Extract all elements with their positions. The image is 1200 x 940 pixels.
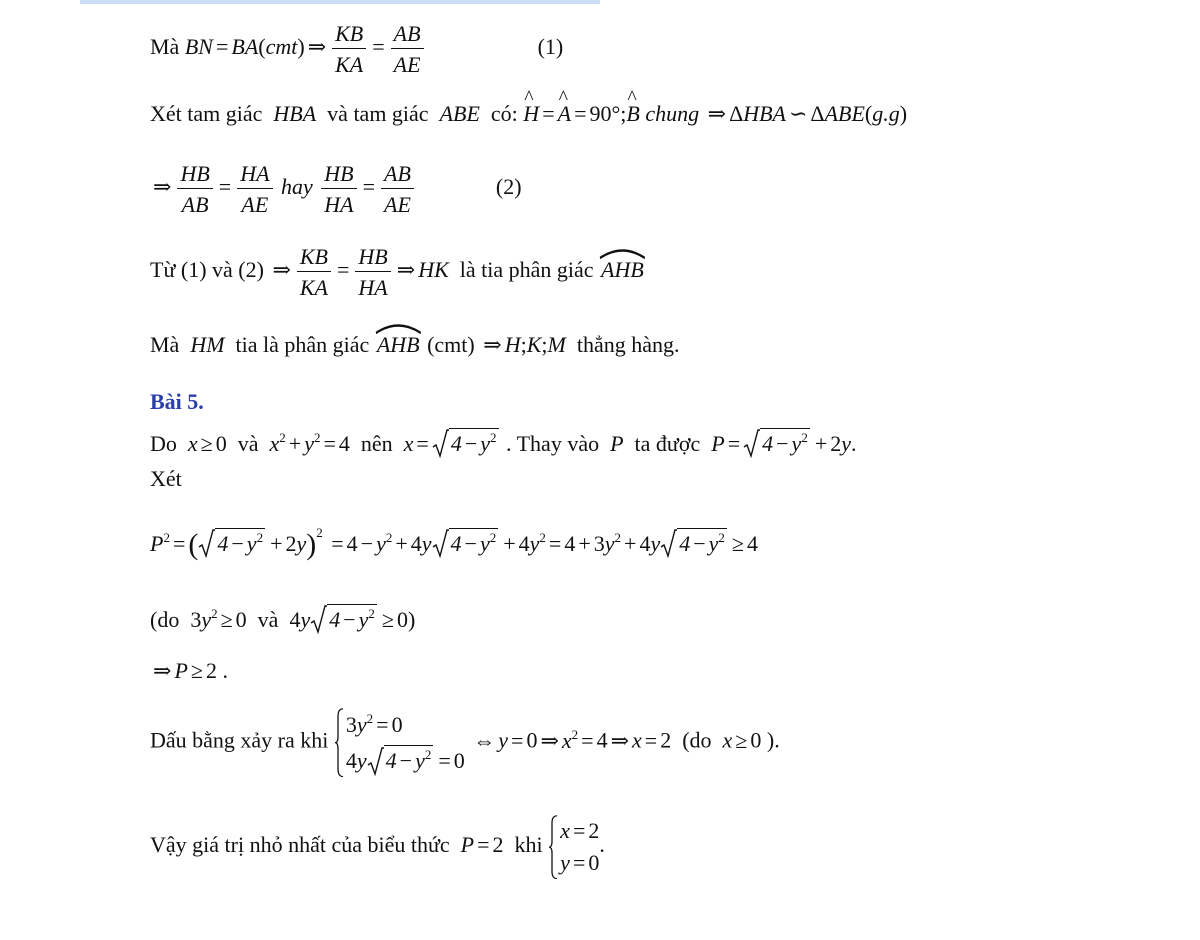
text-khi: khi: [514, 832, 543, 858]
header-strip: [80, 0, 600, 4]
line-3: ⇒ $\frac{HB}{AB}$ = $\frac{HA}{AE}$ hay $\frac{HB}{HA}$ = $\frac{AB}{AE}$ (2): [153, 161, 522, 218]
text-tu-12: Từ (1) và (2): [150, 257, 264, 283]
text-thang-hang: thẳng hàng.: [576, 332, 680, 357]
text-co: có:: [490, 101, 518, 126]
line-do-condition: (do $3y^2 \ge 0$ và 4y $4 - y^2 \ge 0$): [150, 606, 416, 632]
text-vay: Vậy giá trị nhỏ nhất của biểu thức: [150, 832, 450, 858]
line-do: Do x ≥ 0 và $x^2 + y^2 = 4$ nên x = $4 - y^2$ . Thay vào P ta được P = $4 - y^2 + 2y$.: [150, 430, 857, 456]
text-do-paren: (do: [682, 727, 712, 753]
text-tia-la-phan-giac: tia là phân giác: [235, 332, 370, 357]
line-4: Từ (1) và (2) ⇒ $\frac{KB}{KA}$ = $\frac{HB}{HA}$ ⇒ HK là tia phân giác AHB: [150, 244, 644, 301]
equation-label-1: (1): [537, 34, 564, 60]
text-nen: nên: [360, 431, 393, 456]
line-1: Mà BN = BA(cmt) ⇒ $\frac{KB}{KA}$ = $\frac{AB}{AE}$ (1): [150, 21, 564, 78]
equation-system-2: x = 2 y = 0: [548, 815, 599, 879]
line-dau-bang: Dấu bằng xảy ra khi $3y^2 = 0$ 4y $4 - y^2 = 0$ ⇔ y = 0 ⇒ $x^2 = 4$ ⇒ x = 2 (do x ≥ 0 ).: [150, 708, 780, 777]
text-tam-giac: tam giác: [353, 101, 429, 126]
text-va-2: và: [237, 431, 259, 456]
word-ma-2: Mà: [150, 332, 180, 357]
equation-label-2: (2): [495, 174, 522, 200]
text-thay-vao: . Thay vào: [506, 431, 600, 456]
text-la-tia-phan-giac: là tia phân giác: [459, 257, 594, 283]
text-va-3: và: [257, 607, 279, 632]
line-2: Xét tam giác HBA và tam giác ABE có: ^ H =^ A = 90°;^ B chung ⇒ ΔHBA ∽ ΔABE(g.g): [150, 103, 907, 125]
text-do-open: (do: [150, 607, 180, 632]
line-5: Mà HM tia là phân giác AHB (cmt) ⇒ H;K;M thẳng hàng.: [150, 334, 680, 356]
text-hay: hay: [281, 174, 313, 200]
text-va: và: [327, 101, 348, 126]
text-do: Do: [150, 431, 177, 456]
text-chung: chung: [645, 101, 700, 126]
text-ta-duoc: ta được: [634, 431, 701, 456]
text-dau-bang: Dấu bằng xảy ra khi: [150, 727, 329, 753]
line-p-squared: $P^2$ = ( $4 - y^2 + 2y)^2 = 4 - y^2 + 4y$ $4 - y^2 + 4y^2 = 4 + 3y^2 + 4y$ $4 - y^2 \ge 4$: [150, 525, 758, 561]
word-ma: Mà: [150, 34, 180, 60]
text-xet: Xét: [150, 466, 182, 491]
text-cmt: (cmt): [427, 332, 475, 357]
line-p-ge-2: ⇒ P ≥ 2 .: [153, 658, 228, 683]
line-vay: Vậy giá trị nhỏ nhất của biểu thức P = 2 khi x = 2 y = 0 .: [150, 815, 605, 879]
text-xet-tam-giac: Xét tam giác: [150, 101, 263, 126]
section-title-bai-5: Bài 5.: [150, 389, 204, 414]
equation-system-1: $3y^2 = 0$ 4y $4 - y^2 = 0$: [334, 708, 465, 777]
